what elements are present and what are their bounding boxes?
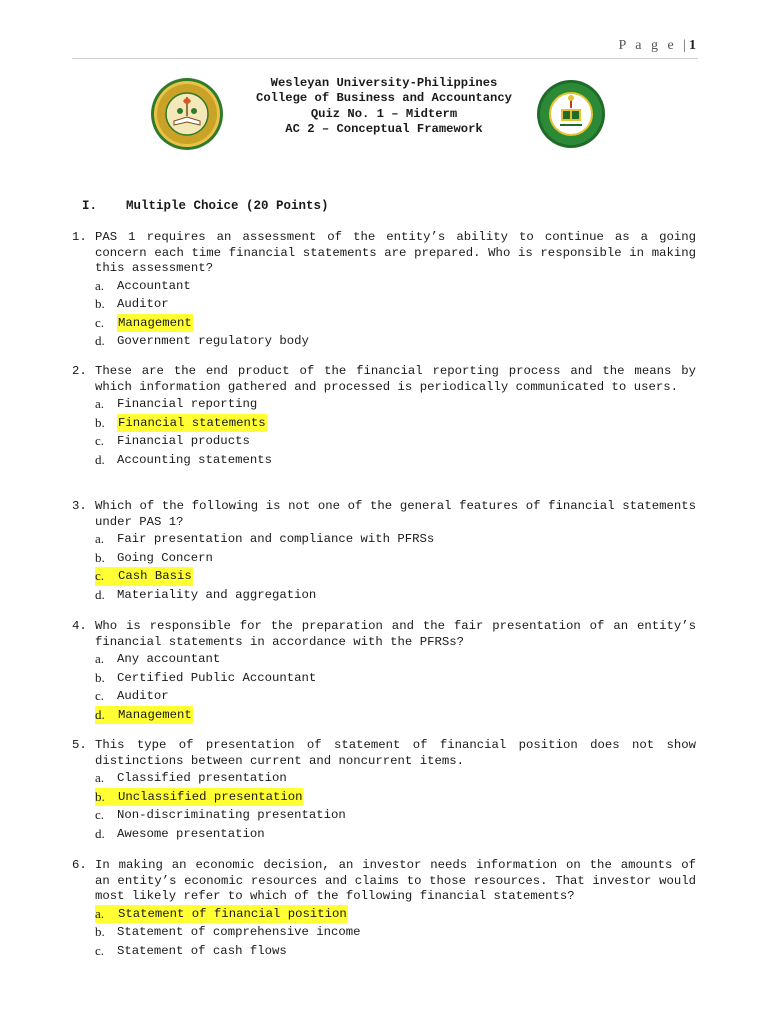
university-name: Wesleyan University-Philippines xyxy=(270,76,498,90)
option-c-answer: c. Cash Basis xyxy=(95,567,696,586)
page-number-value: 1 xyxy=(689,38,696,53)
question-3 xyxy=(72,499,696,604)
option-a: a. Fair presentation and compliance with PFRSs xyxy=(95,531,435,547)
question-number: 5. xyxy=(72,738,87,752)
option-c: c. Non-discriminating presentation xyxy=(95,807,346,823)
question-2 xyxy=(72,364,696,469)
option-b: b. Auditor xyxy=(95,296,169,312)
question-number: 4. xyxy=(72,619,87,633)
option-d-answer: d. Management xyxy=(95,706,696,725)
section-numeral: I. xyxy=(82,199,98,213)
option-c: c. Financial products xyxy=(95,433,250,449)
college-name: College of Business and Accountancy xyxy=(256,91,512,106)
option-b-answer: b. Financial statements xyxy=(95,414,696,433)
page-label: P a g e | xyxy=(618,38,689,53)
question-number: 2. xyxy=(72,364,87,378)
option-b: b. Going Concern xyxy=(95,549,213,565)
question-6 xyxy=(72,858,696,960)
option-a: a. Any accountant xyxy=(95,651,221,667)
question-text: Which of the following is not one of the general features of financial statements under PAS 1? xyxy=(95,499,696,529)
section-title: Multiple Choice (20 Points) xyxy=(126,199,329,213)
question-4 xyxy=(72,619,696,724)
question-text: In making an economic decision, an investor needs information on the amounts of an entity’s economic resources and claims to those resources. That investor would most likely refer to which of the following financial statements? xyxy=(95,858,696,904)
question-number: 1. xyxy=(72,230,87,244)
document-header xyxy=(0,76,768,138)
option-d: d. Materiality and aggregation xyxy=(95,586,317,602)
option-c: c. Auditor xyxy=(95,688,169,704)
question-text: PAS 1 requires an assessment of the entity’s ability to continue as a going concern each time financial statements are prepared. Who is responsible in making this assessment? xyxy=(95,230,696,276)
option-a: a. Accountant xyxy=(95,277,191,293)
option-a-answer: a. Statement of financial position xyxy=(95,905,696,924)
question-text: Who is responsible for the preparation and the fair presentation of an entity’s financial statements in accordance with the PFRSs? xyxy=(95,619,696,649)
question-number: 3. xyxy=(72,499,87,513)
question-text: This type of presentation of statement of financial position does not show distinctions between current and noncurrent items. xyxy=(95,738,696,768)
section-heading xyxy=(82,199,329,213)
question-1 xyxy=(72,230,696,351)
option-b: b. Statement of comprehensive income xyxy=(95,924,361,940)
page-number xyxy=(619,38,697,54)
option-b: b. Certified Public Accountant xyxy=(95,669,317,685)
option-b-answer: b. Unclassified presentation xyxy=(95,788,696,807)
header-rule xyxy=(72,58,698,59)
option-d: d. Accounting statements xyxy=(95,451,272,467)
option-d: d. Government regulatory body xyxy=(95,333,309,349)
question-5 xyxy=(72,738,696,843)
option-a: a. Financial reporting xyxy=(95,396,258,412)
option-a: a. Classified presentation xyxy=(95,770,287,786)
quiz-title: Quiz No. 1 – Midterm xyxy=(310,106,458,121)
option-d: d. Awesome presentation xyxy=(95,825,265,841)
option-c-answer: c. Management xyxy=(95,314,696,333)
option-c: c. Statement of cash flows xyxy=(95,942,287,958)
question-text: These are the end product of the financial reporting process and the means by which information gathered and processed is periodically communicated to users. xyxy=(95,364,696,394)
course-title: AC 2 – Conceptual Framework xyxy=(285,122,483,137)
question-number: 6. xyxy=(72,858,87,872)
